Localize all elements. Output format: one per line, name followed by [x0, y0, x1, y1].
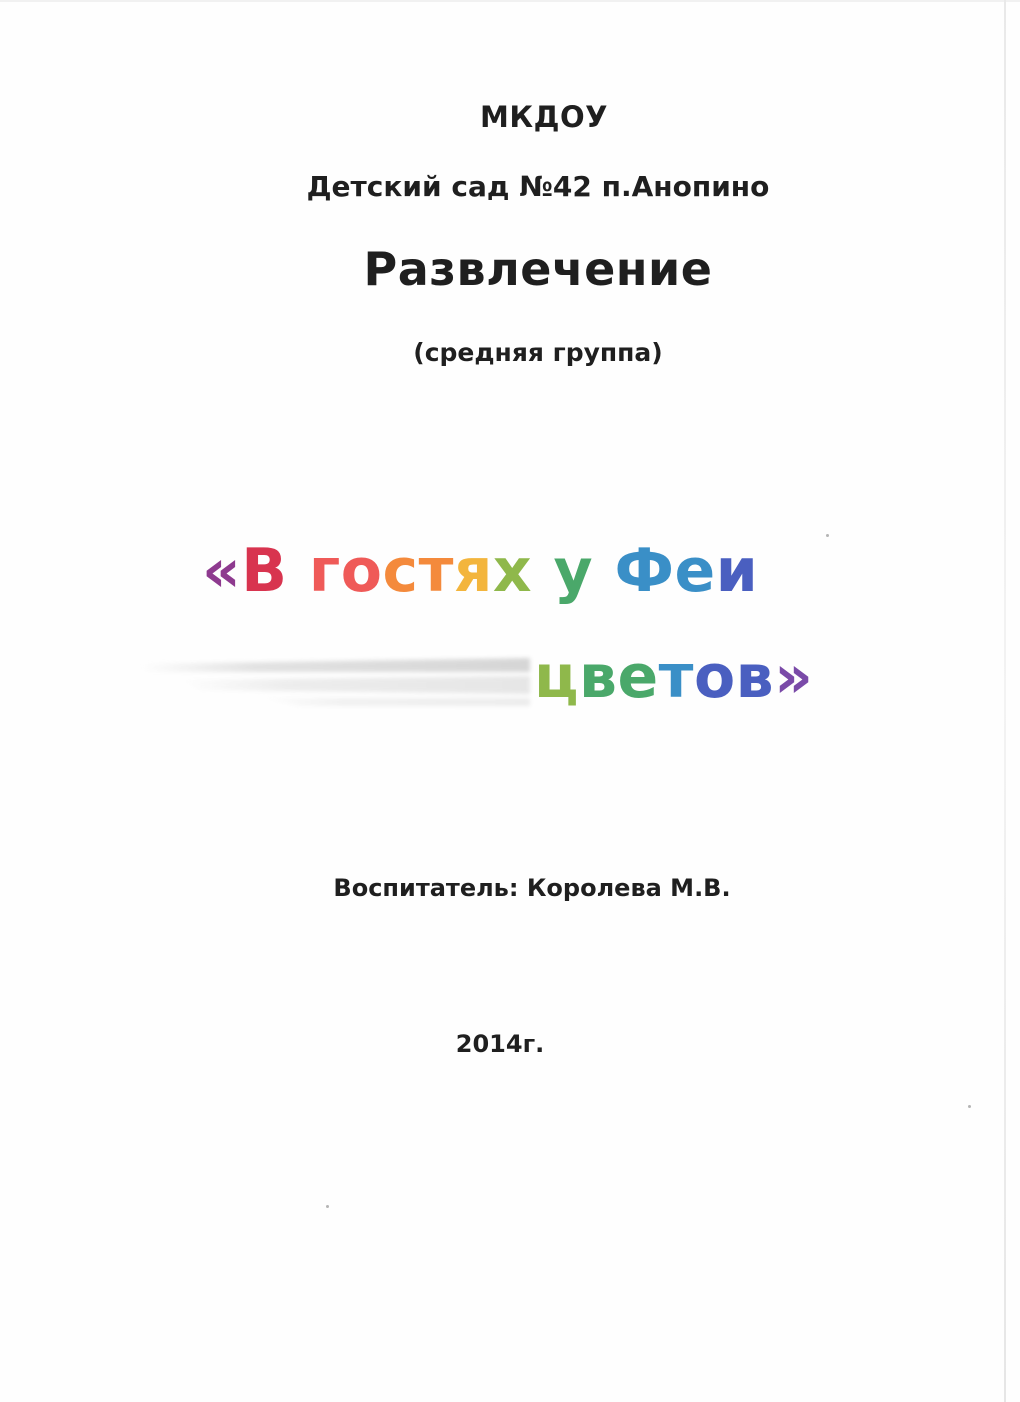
title-letter: я — [453, 536, 493, 606]
title-line-1 — [202, 536, 758, 606]
title-letter: е — [617, 642, 659, 712]
title-letter: и — [715, 536, 759, 606]
title-letter: Ф — [614, 536, 675, 606]
title-letter: ц — [534, 642, 579, 712]
title-line-1-text — [202, 536, 758, 606]
title-letter: т — [658, 642, 694, 712]
title-letter: г — [308, 536, 341, 606]
teacher-name: Воспитатель: Королева М.В. — [333, 874, 731, 902]
title-letter — [593, 536, 614, 606]
title-letter: в — [735, 642, 775, 712]
paper-speck — [968, 1105, 971, 1108]
title-letter: » — [774, 642, 814, 712]
year-label: 2014г. — [455, 1030, 545, 1058]
group-label: (средняя группа) — [413, 338, 663, 367]
title-letter: х — [492, 536, 533, 606]
title-line-2-text — [534, 642, 813, 712]
school-name: Детский сад №42 п.Анопино — [306, 170, 770, 203]
paper-speck — [826, 534, 829, 537]
title-line-2 — [534, 642, 813, 712]
title-letter: в — [578, 642, 618, 712]
title-letter: о — [340, 536, 383, 606]
title-letter: е — [674, 536, 716, 606]
title-letter: у — [553, 536, 594, 606]
title-letter — [532, 536, 553, 606]
title-letter: В — [241, 536, 288, 606]
title-letter: о — [693, 642, 736, 712]
organization-name: МКДОУ — [480, 100, 608, 134]
paper-speck — [326, 1205, 329, 1208]
title-letter: с — [382, 536, 419, 606]
title-letter — [288, 536, 309, 606]
title-letter: « — [202, 536, 242, 606]
title-letter: т — [418, 536, 454, 606]
ghost-reflection — [140, 650, 530, 710]
event-type-heading: Развлечение — [363, 242, 713, 296]
